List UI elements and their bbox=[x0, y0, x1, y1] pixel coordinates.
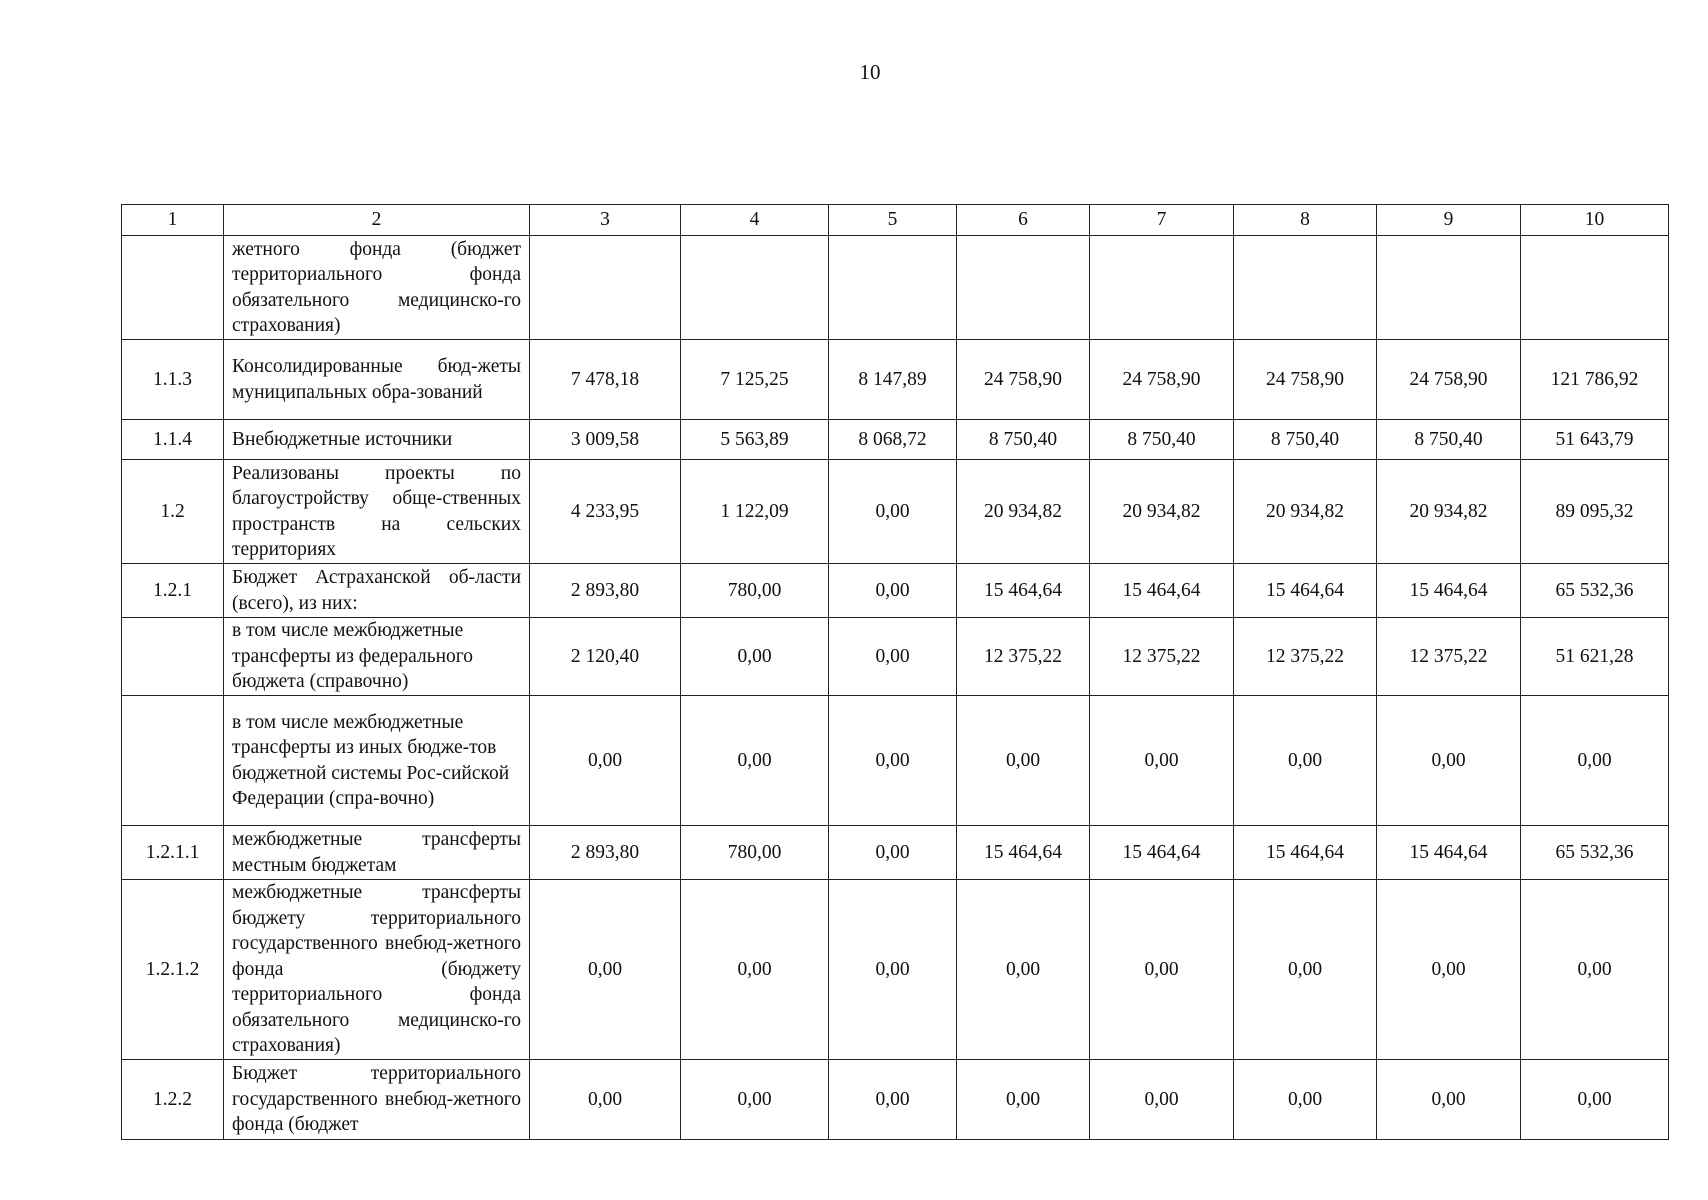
col-header: 2 bbox=[224, 205, 530, 236]
row-code: 1.2.2 bbox=[122, 1060, 224, 1140]
table-row bbox=[122, 340, 1669, 420]
value-cell: 15 464,64 bbox=[1090, 564, 1234, 618]
value-cell bbox=[681, 236, 829, 340]
value-cell: 0,00 bbox=[957, 1060, 1090, 1140]
col-header: 4 bbox=[681, 205, 829, 236]
row-code: 1.2.1.2 bbox=[122, 880, 224, 1060]
value-cell bbox=[1090, 236, 1234, 340]
value-cell: 24 758,90 bbox=[1234, 340, 1377, 420]
value-cell: 15 464,64 bbox=[957, 564, 1090, 618]
value-cell: 0,00 bbox=[1377, 1060, 1521, 1140]
value-cell: 15 464,64 bbox=[1090, 826, 1234, 880]
value-cell: 8 147,89 bbox=[829, 340, 957, 420]
value-cell: 121 786,92 bbox=[1521, 340, 1669, 420]
value-cell: 0,00 bbox=[829, 696, 957, 826]
value-cell: 15 464,64 bbox=[1377, 564, 1521, 618]
value-cell: 0,00 bbox=[1377, 696, 1521, 826]
value-cell: 0,00 bbox=[1090, 880, 1234, 1060]
value-cell: 15 464,64 bbox=[1234, 826, 1377, 880]
value-cell: 24 758,90 bbox=[1090, 340, 1234, 420]
row-code: 1.2.1.1 bbox=[122, 826, 224, 880]
value-cell: 0,00 bbox=[1521, 880, 1669, 1060]
value-cell: 20 934,82 bbox=[1234, 460, 1377, 564]
value-cell: 0,00 bbox=[1090, 696, 1234, 826]
row-code bbox=[122, 236, 224, 340]
value-cell: 7 125,25 bbox=[681, 340, 829, 420]
row-code: 1.2 bbox=[122, 460, 224, 564]
col-header: 6 bbox=[957, 205, 1090, 236]
row-description: Консолидированные бюд-жеты муниципальных обра-зований bbox=[224, 340, 530, 420]
value-cell: 0,00 bbox=[530, 696, 681, 826]
value-cell: 3 009,58 bbox=[530, 420, 681, 460]
value-cell: 4 233,95 bbox=[530, 460, 681, 564]
value-cell: 0,00 bbox=[829, 880, 957, 1060]
value-cell: 0,00 bbox=[1234, 696, 1377, 826]
value-cell: 20 934,82 bbox=[1377, 460, 1521, 564]
row-description: межбюджетные трансферты местным бюджетам bbox=[224, 826, 530, 880]
value-cell: 0,00 bbox=[681, 618, 829, 696]
value-cell: 0,00 bbox=[829, 1060, 957, 1140]
value-cell bbox=[530, 236, 681, 340]
row-description: Внебюджетные источники bbox=[224, 420, 530, 460]
value-cell: 0,00 bbox=[829, 564, 957, 618]
value-cell: 12 375,22 bbox=[1234, 618, 1377, 696]
table-row bbox=[122, 618, 1669, 696]
value-cell: 12 375,22 bbox=[1377, 618, 1521, 696]
value-cell: 0,00 bbox=[681, 880, 829, 1060]
value-cell: 12 375,22 bbox=[1090, 618, 1234, 696]
value-cell: 8 750,40 bbox=[1090, 420, 1234, 460]
row-description: Бюджет Астраханской об-ласти (всего), из них: bbox=[224, 564, 530, 618]
col-header: 9 bbox=[1377, 205, 1521, 236]
value-cell: 51 643,79 bbox=[1521, 420, 1669, 460]
row-code: 1.1.4 bbox=[122, 420, 224, 460]
value-cell: 8 750,40 bbox=[1377, 420, 1521, 460]
value-cell: 1 122,09 bbox=[681, 460, 829, 564]
budget-table bbox=[121, 204, 1669, 1140]
col-header: 8 bbox=[1234, 205, 1377, 236]
value-cell: 5 563,89 bbox=[681, 420, 829, 460]
row-code: 1.1.3 bbox=[122, 340, 224, 420]
row-code: 1.2.1 bbox=[122, 564, 224, 618]
page-number: 10 bbox=[859, 60, 881, 84]
value-cell: 8 068,72 bbox=[829, 420, 957, 460]
value-cell: 20 934,82 bbox=[1090, 460, 1234, 564]
value-cell: 0,00 bbox=[829, 618, 957, 696]
value-cell: 89 095,32 bbox=[1521, 460, 1669, 564]
value-cell: 0,00 bbox=[681, 1060, 829, 1140]
table-row bbox=[122, 236, 1669, 340]
value-cell: 20 934,82 bbox=[957, 460, 1090, 564]
table-row bbox=[122, 696, 1669, 826]
value-cell bbox=[1377, 236, 1521, 340]
table-row bbox=[122, 1060, 1669, 1140]
value-cell: 8 750,40 bbox=[957, 420, 1090, 460]
table-row bbox=[122, 880, 1669, 1060]
value-cell: 8 750,40 bbox=[1234, 420, 1377, 460]
value-cell: 780,00 bbox=[681, 826, 829, 880]
col-header: 1 bbox=[122, 205, 224, 236]
row-description: в том числе межбюджетные трансферты из федерального бюджета (справочно) bbox=[224, 618, 530, 696]
value-cell: 0,00 bbox=[829, 460, 957, 564]
value-cell bbox=[1234, 236, 1377, 340]
value-cell: 24 758,90 bbox=[1377, 340, 1521, 420]
value-cell: 24 758,90 bbox=[957, 340, 1090, 420]
value-cell: 2 893,80 bbox=[530, 564, 681, 618]
row-code bbox=[122, 696, 224, 826]
value-cell: 0,00 bbox=[957, 880, 1090, 1060]
value-cell: 51 621,28 bbox=[1521, 618, 1669, 696]
col-header: 10 bbox=[1521, 205, 1669, 236]
row-description: межбюджетные трансферты бюджету территориального государственного внебюд-жетного фонда (бюджету территориального фонда обязательного медицинско-го страхования) bbox=[224, 880, 530, 1060]
row-description: Бюджет территориального государственного внебюд-жетного фонда (бюджет bbox=[224, 1060, 530, 1140]
value-cell: 0,00 bbox=[1377, 880, 1521, 1060]
value-cell: 0,00 bbox=[1090, 1060, 1234, 1140]
header-row bbox=[122, 205, 1669, 236]
value-cell: 15 464,64 bbox=[1377, 826, 1521, 880]
table-row bbox=[122, 420, 1669, 460]
value-cell: 0,00 bbox=[957, 696, 1090, 826]
value-cell: 7 478,18 bbox=[530, 340, 681, 420]
value-cell: 65 532,36 bbox=[1521, 826, 1669, 880]
value-cell: 0,00 bbox=[1234, 880, 1377, 1060]
row-description: Реализованы проекты по благоустройству обще-ственных пространств на сельских территориях bbox=[224, 460, 530, 564]
table-row bbox=[122, 564, 1669, 618]
row-code bbox=[122, 618, 224, 696]
row-description: жетного фонда (бюджет территориального фонда обязательного медицинско-го страхования) bbox=[224, 236, 530, 340]
value-cell: 0,00 bbox=[530, 880, 681, 1060]
value-cell: 780,00 bbox=[681, 564, 829, 618]
col-header: 5 bbox=[829, 205, 957, 236]
value-cell: 0,00 bbox=[681, 696, 829, 826]
value-cell: 0,00 bbox=[1521, 1060, 1669, 1140]
value-cell: 12 375,22 bbox=[957, 618, 1090, 696]
value-cell: 15 464,64 bbox=[1234, 564, 1377, 618]
table-row bbox=[122, 826, 1669, 880]
value-cell: 0,00 bbox=[1234, 1060, 1377, 1140]
value-cell: 15 464,64 bbox=[957, 826, 1090, 880]
value-cell: 2 893,80 bbox=[530, 826, 681, 880]
value-cell: 0,00 bbox=[1521, 696, 1669, 826]
col-header: 3 bbox=[530, 205, 681, 236]
row-description: в том числе межбюджетные трансферты из иных бюдже-тов бюджетной системы Рос-сийской Федерации (спра-вочно) bbox=[224, 696, 530, 826]
col-header: 7 bbox=[1090, 205, 1234, 236]
value-cell bbox=[829, 236, 957, 340]
table-row bbox=[122, 460, 1669, 564]
value-cell bbox=[957, 236, 1090, 340]
value-cell bbox=[1521, 236, 1669, 340]
value-cell: 2 120,40 bbox=[530, 618, 681, 696]
value-cell: 0,00 bbox=[530, 1060, 681, 1140]
value-cell: 65 532,36 bbox=[1521, 564, 1669, 618]
value-cell: 0,00 bbox=[829, 826, 957, 880]
